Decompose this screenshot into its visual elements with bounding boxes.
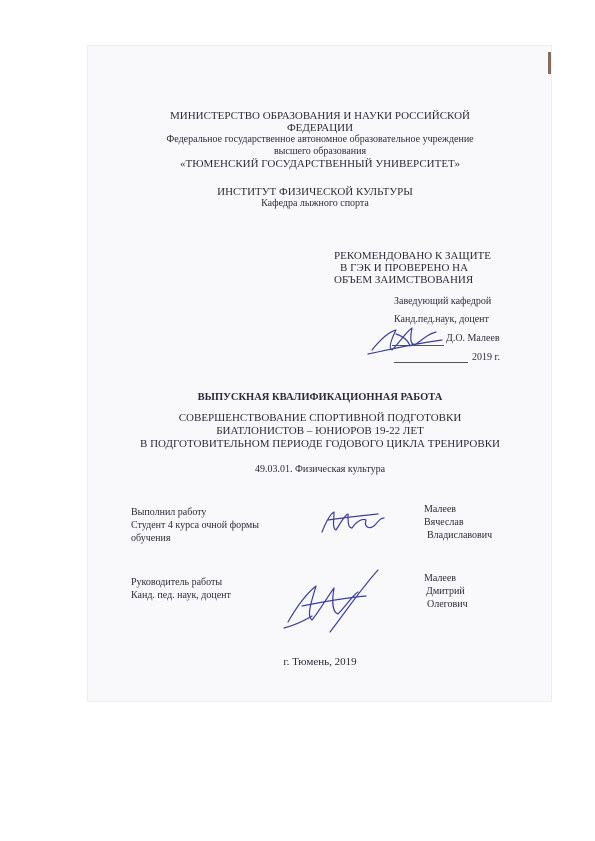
author-label-1: Выполнил работу [131, 507, 207, 518]
institute-name: ИНСТИТУТ ФИЗИЧЕСКОЙ КУЛЬТУРЫ [217, 186, 413, 198]
institution-line-1: Федеральное государственное автономное образовательное учреждение [166, 134, 474, 145]
specialty-code: 49.03.01. Физическая культура [254, 464, 386, 475]
author-signature [318, 506, 388, 538]
supervisor-signature [282, 566, 392, 638]
author-surname: Малеев [424, 504, 457, 515]
supervisor-label-2: Канд. пед. наук, доцент [131, 590, 231, 601]
institution-line-2: высшего образования [273, 146, 367, 157]
ministry-line-1: МИНИСТЕРСТВО ОБРАЗОВАНИЯ И НАУКИ РОССИЙСКОЙ [170, 110, 470, 122]
author-first-name: Вячеслав [424, 517, 464, 528]
head-signature [366, 320, 446, 360]
work-type: ВЫПУСКНАЯ КВАЛИФИКАЦИОННАЯ РАБОТА [197, 392, 443, 403]
author-label-2: Студент 4 курса очной формы [131, 520, 259, 531]
approval-line-3: ОБЪЕМ ЗАИМСТВОВАНИЯ [334, 274, 474, 286]
city-year: г. Тюмень, 2019 [283, 656, 357, 668]
approval-degree: Канд.пед.наук, доцент [394, 314, 489, 325]
scan-edge-mark [548, 52, 551, 74]
department-name: Кафедра лыжного спорта [261, 198, 369, 209]
approval-year: 2019 г. [472, 352, 500, 363]
approval-position: Заведующий кафедрой [394, 296, 492, 307]
approval-name: Д.О. Малеев [446, 333, 500, 344]
university-name: «ТЮМЕНСКИЙ ГОСУДАРСТВЕННЫЙ УНИВЕРСИТЕТ» [180, 158, 460, 170]
author-label-3: обучения [131, 533, 171, 544]
supervisor-surname: Малеев [424, 573, 457, 584]
ministry-line-2: ФЕДЕРАЦИИ [286, 122, 354, 134]
author-patronymic: Владиславович [427, 530, 493, 541]
approval-line-2: В ГЭК И ПРОВЕРЕНО НА [340, 262, 469, 274]
supervisor-label-1: Руководитель работы [131, 577, 223, 588]
supervisor-patronymic: Олегович [427, 599, 468, 610]
work-title-line-3: В ПОДГОТОВИТЕЛЬНОМ ПЕРИОДЕ ГОДОВОГО ЦИКЛА ТРЕНИРОВКИ [140, 438, 500, 450]
approval-line-1: РЕКОМЕНДОВАНО К ЗАЩИТЕ [334, 250, 491, 262]
approval-date-line [394, 362, 468, 363]
work-title-line-1: СОВЕРШЕНСТВОВАНИЕ СПОРТИВНОЙ ПОДГОТОВКИ [178, 412, 462, 424]
supervisor-first-name: Дмитрий [426, 586, 465, 597]
work-title-line-2: БИАТЛОНИСТОВ – ЮНИОРОВ 19-22 ЛЕТ [216, 425, 424, 437]
